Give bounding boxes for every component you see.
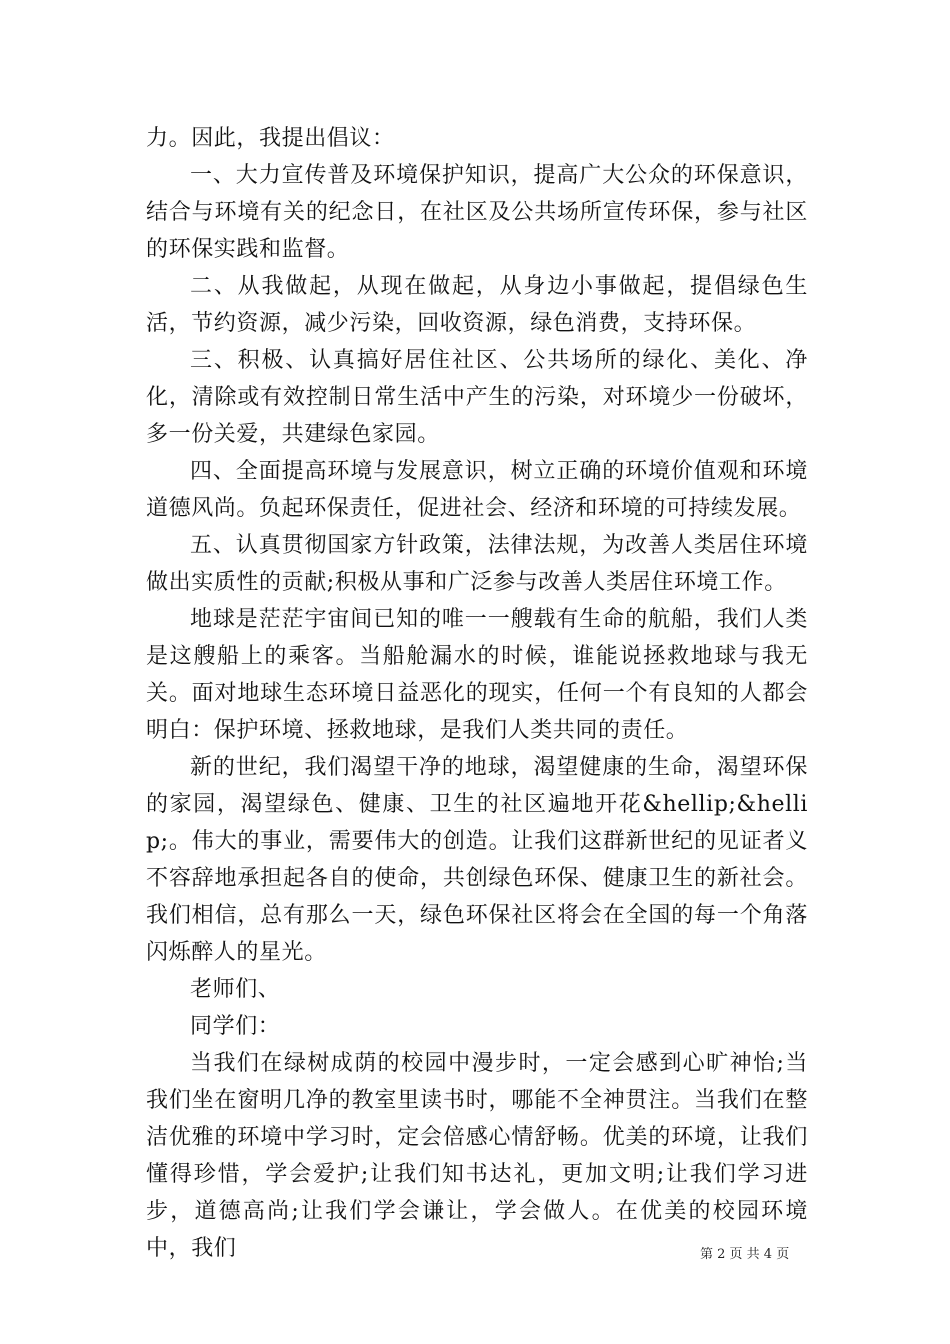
- salutation-students: 同学们：: [190, 1014, 281, 1039]
- document-body: [146, 120, 808, 1267]
- paragraph-proposal-4: 四、全面提高环境与发展意识，树立正确的环境价值观和环境道德风尚。负起环保责任，促进社会、经济和环境的可持续发展。: [146, 459, 808, 521]
- paragraph-proposal-3: 三、积极、认真搞好居住社区、公共场所的绿化、美化、净化，清除或有效控制日常生活中产生的污染，对环境少一份破坏，多一份关爱，共建绿色家园。: [146, 348, 808, 447]
- page-number: 第 2 页 共 4 页: [700, 1247, 790, 1262]
- paragraph-new-century: 新的世纪，我们渴望干净的地球，渴望健康的生命，渴望环保的家园，渴望绿色、健康、卫生的社区遍地开花&hellip;&hellip;。伟大的事业，需要伟大的创造。让我们这群新世纪的见证者义不容辞地承担起各自的使命，共创绿色环保、健康卫生的新社会。我们相信，总有那么一天，绿色环保社区将会在全国的每一个角落闪烁醉人的星光。: [146, 755, 808, 965]
- paragraph-continuation: 力。因此，我提出倡议：: [146, 126, 395, 151]
- paragraph-proposal-5: 五、认真贯彻国家方针政策，法律法规，为改善人类居住环境做出实质性的贡献;积极从事和广泛参与改善人类居住环境工作。: [146, 533, 808, 595]
- paragraph-proposal-1: 一、大力宣传普及环境保护知识，提高广大公众的环保意识，结合与环境有关的纪念日，在社区及公共场所宣传环保，参与社区的环保实践和监督。: [146, 163, 808, 262]
- salutation-teachers: 老师们、: [190, 977, 281, 1002]
- paragraph-earth: 地球是茫茫宇宙间已知的唯一一艘载有生命的航船，我们人类是这艘船上的乘客。当船舱漏水的时候，谁能说拯救地球与我无关。面对地球生态环境日益恶化的现实，任何一个有良知的人都会明白：保护环境、拯救地球，是我们人类共同的责任。: [146, 607, 808, 743]
- paragraph-proposal-2: 二、从我做起，从现在做起，从身边小事做起，提倡绿色生活，节约资源，减少污染，回收资源，绿色消费，支持环保。: [146, 274, 808, 336]
- paragraph-campus: 当我们在绿树成荫的校园中漫步时，一定会感到心旷神怡;当我们坐在窗明几净的教室里读书时，哪能不全神贯注。当我们在整洁优雅的环境中学习时，定会倍感心情舒畅。优美的环境，让我们懂得珍惜，学会爱护;让我们知书达礼，更加文明;让我们学习进步，道德高尚;让我们学会谦让，学会做人。在优美的校园环境中，我们: [146, 1051, 808, 1261]
